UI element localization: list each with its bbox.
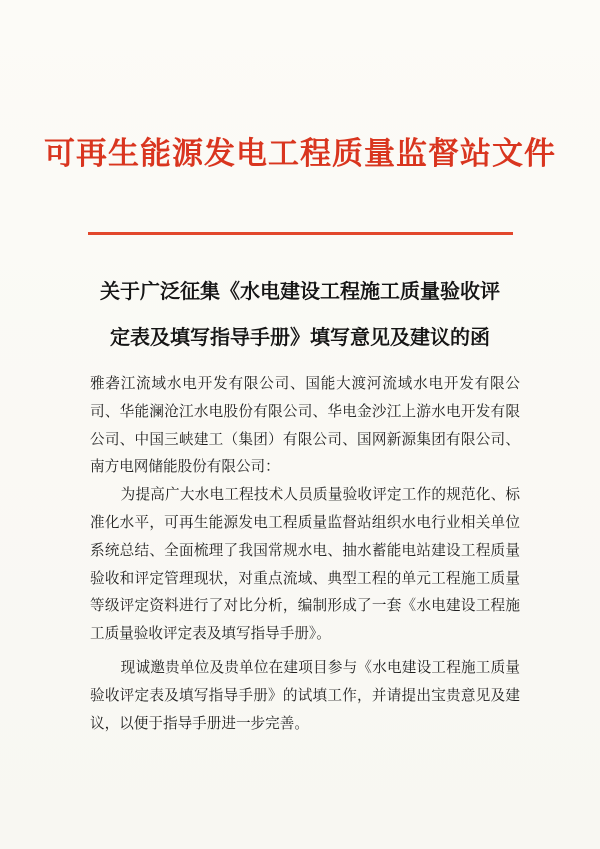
letter-body [90, 370, 520, 737]
letter-title-line-1: 关于广泛征集《水电建设工程施工质量验收评 [100, 279, 500, 303]
letter-title-line-2: 定表及填写指导手册》填写意见及建议的函 [110, 325, 490, 349]
issuer-header: 可再生能源发电工程质量监督站文件 [44, 136, 556, 172]
letter-title [60, 268, 540, 360]
header-divider [88, 232, 513, 235]
body-paragraph-1: 为提高广大水电工程技术人员质量验收评定工作的规范化、标准化水平，可再生能源发电工程质量监督站组织水电行业相关单位系统总结、全面梳理了我国常规水电、抽水蓄能电站建设工程质量验收和评定管理现状，对重点流域、典型工程的单元工程施工质量等级评定资料进行了对比分析，编制形成了一套《水电建设工程施工质量验收评定表及填写指导手册》。 [90, 486, 520, 643]
addressees: 雅砻江流域水电开发有限公司、国能大渡河流域水电开发有限公司、华能澜沧江水电股份有限公司、华电金沙江上游水电开发有限公司、中国三峡建工（集团）有限公司、国网新源集团有限公司、南方电网储能股份有限公司： [90, 375, 520, 476]
body-paragraph-2: 现诚邀贵单位及贵单位在建项目参与《水电建设工程施工质量验收评定表及填写指导手册》的试填工作，并请提出宝贵意见及建议，以便于指导手册进一步完善。 [90, 658, 520, 732]
